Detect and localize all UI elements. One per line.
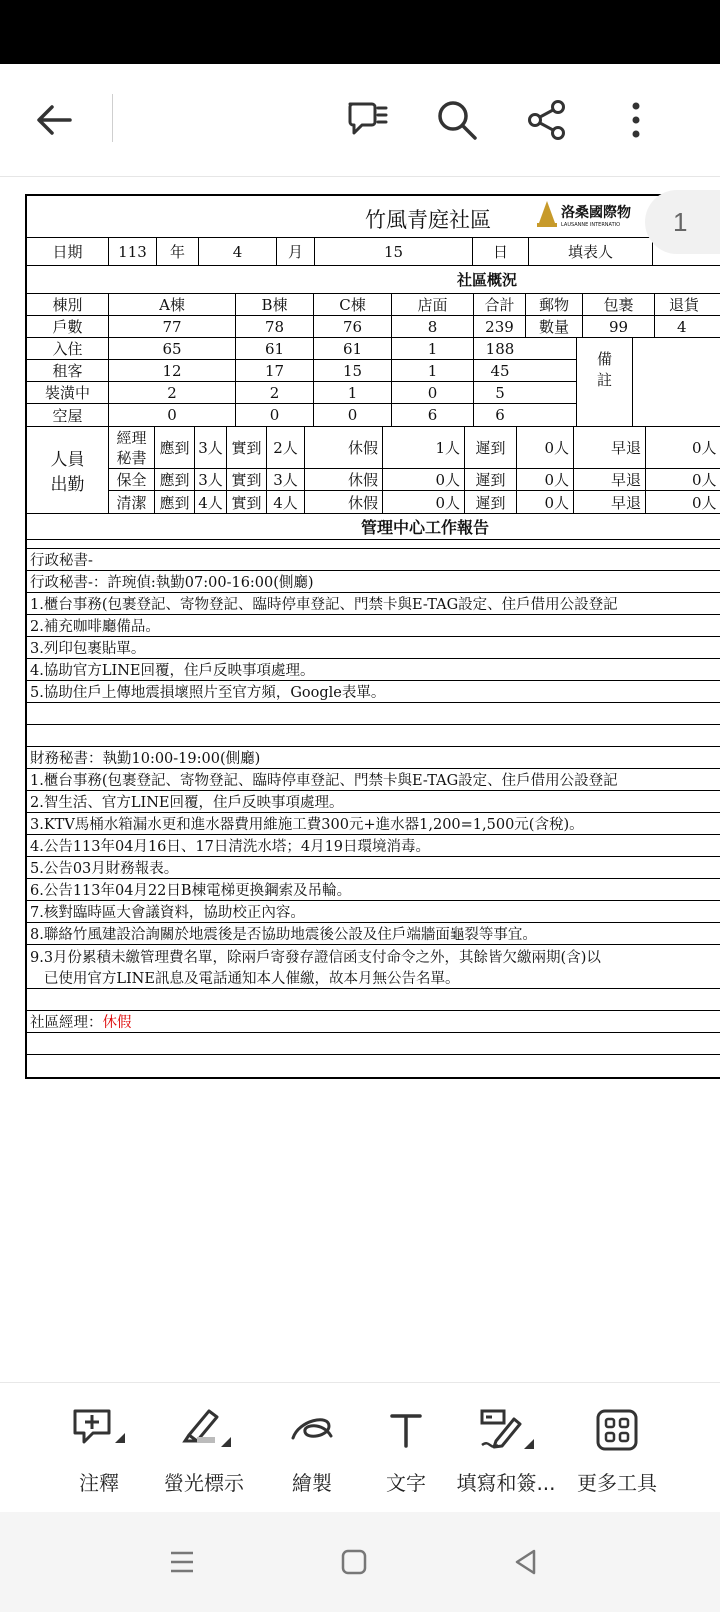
comment-tool-label: 注釋: [79, 1471, 119, 1495]
text-icon: [388, 1410, 424, 1450]
report-line: 行政秘書-: [27, 549, 720, 571]
toolbar-separator: [112, 94, 113, 142]
recent-apps-icon: [168, 1548, 196, 1576]
staff-attendance: [27, 427, 720, 514]
document-title: 竹風青庭社區: [365, 208, 491, 232]
report-line: 5.公告03月財務報表。: [27, 857, 720, 879]
table-row: 戶數 77 78 76 8 239 數量 99 4: [27, 316, 720, 338]
home-button[interactable]: [332, 1540, 376, 1584]
report-line: 財務秘書：執勤10:00-19:00(側廳): [27, 747, 720, 769]
report-line: 2.智生活、官方LINE回覆，住戶反映事項處理。: [27, 791, 720, 813]
staff-row: 清潔 應到 4人 實到 4人 休假 0人 遲到 0人 早退 0人: [109, 491, 720, 513]
date-month: 4: [199, 238, 277, 265]
app-bar: [0, 64, 720, 177]
more-tools-label: 更多工具: [577, 1471, 657, 1495]
status-bar: [0, 0, 720, 64]
date-year-unit: 年: [157, 238, 199, 265]
mail-return-count: 4: [677, 317, 687, 336]
date-day: 15: [315, 238, 473, 265]
home-icon: [340, 1548, 368, 1576]
document-viewer[interactable]: [0, 178, 720, 1382]
header-return: 退貨: [669, 296, 700, 314]
report-line-continued: 已使用官方LINE訊息及電話通知本人催繳，故本月無公告名單。: [27, 967, 720, 989]
more-tools-button[interactable]: [562, 1401, 672, 1496]
share-button[interactable]: [519, 92, 575, 148]
staff-row: 經理 秘書 應到 3人 實到 2人 休假 1人 遲到 0人 早退 0人: [109, 427, 720, 469]
fill-sign-tool-label: 填寫和簽...: [456, 1471, 556, 1495]
report-line: 4.公告113年04月16日、17日清洗水塔；4月19日環境消毒。: [27, 835, 720, 857]
header-mail: 郵物: [526, 294, 583, 315]
remark-label: 備註: [595, 351, 613, 393]
report-title: 管理中心工作報告: [361, 518, 490, 537]
logo-text: 洛桑國際物: [561, 205, 631, 221]
logo-mark-icon: [535, 199, 559, 231]
bottom-toolbar: [0, 1382, 720, 1513]
date-label: 日期: [27, 238, 109, 265]
staff-row: 保全 應到 3人 實到 3人 休假 0人 遲到 0人 早退 0人: [109, 469, 720, 491]
header-total: 合計: [474, 294, 526, 315]
manager-line: [27, 1011, 720, 1033]
report-title-row: [27, 514, 720, 540]
header-a: A棟: [109, 294, 236, 315]
form-filler-label: 填表人: [529, 238, 653, 265]
document-page: [25, 194, 720, 1079]
mail-package-count: 99: [583, 316, 655, 337]
table-row: 空屋 0 0 0 6 6: [27, 404, 576, 426]
report-line: 3.KTV馬桶水箱漏水更和進水器費用維施工費300元+進水器1,200=1,500元(含稅)。: [27, 813, 720, 835]
search-button[interactable]: [429, 92, 485, 148]
date-month-unit: 月: [277, 238, 315, 265]
highlighter-icon: [175, 1405, 233, 1455]
report-line: 4.協助官方LINE回覆，住戶反映事項處理。: [27, 659, 720, 681]
back-triangle-icon: [512, 1548, 540, 1576]
recent-apps-button[interactable]: [160, 1540, 204, 1584]
page-number-badge[interactable]: 1: [645, 190, 720, 254]
highlight-tool-button[interactable]: [149, 1401, 259, 1496]
manager-status: 休假: [102, 1015, 132, 1031]
back-button[interactable]: [26, 92, 82, 148]
comment-list-icon: [346, 98, 390, 142]
report-line: [27, 725, 720, 747]
more-vertical-icon: [626, 100, 646, 140]
header-building: 棟別: [27, 294, 109, 315]
highlight-tool-label: 螢光標示: [164, 1471, 244, 1495]
fill-sign-icon: [476, 1405, 536, 1455]
overview-body: [27, 338, 720, 427]
overview-header-row: [27, 294, 720, 316]
draw-tool-label: 繪製: [292, 1471, 332, 1495]
text-tool-button[interactable]: [351, 1401, 461, 1496]
manager-label: 社區經理：: [30, 1015, 103, 1031]
logo-subtext: LAUSANNE INTERNATIO: [561, 222, 621, 228]
report-line: 8.聯絡竹風建設洽詢關於地震後是否協助地震後公設及住戶端牆面龜裂等事宜。: [27, 923, 720, 945]
staff-label-line1: 人員: [50, 450, 85, 470]
text-tool-label: 文字: [386, 1471, 426, 1495]
company-logo: [535, 199, 631, 231]
report-line: 1.櫃台事務(包裹登記、寄物登記、臨時停車登記、門禁卡與E-TAG設定、住戶借用公設登記: [27, 593, 720, 615]
search-icon: [436, 99, 478, 141]
more-options-button[interactable]: [608, 92, 664, 148]
staff-label-line2: 出勤: [50, 475, 85, 495]
share-icon: [526, 99, 568, 141]
report-line: 2.補充咖啡廳備品。: [27, 615, 720, 637]
header-c: C棟: [314, 294, 392, 315]
report-line: 9.3月份累積未繳管理費名單，除兩戶寄發存證信函支付命令之外，其餘皆欠繳兩期(含)以: [30, 949, 601, 966]
table-row: 裝潢中 2 2 1 0 5: [27, 382, 576, 404]
table-row: 租客 12 17 15 1 45: [27, 360, 576, 382]
report-line: 7.核對臨時區大會議資料，協助校正內容。: [27, 901, 720, 923]
report-line: 1.櫃台事務(包裹登記、寄物登記、臨時停車登記、門禁卡與E-TAG設定、住戶借用公設登記: [27, 769, 720, 791]
comment-add-icon: [71, 1405, 127, 1455]
title-row: [27, 196, 720, 238]
header-b: B棟: [236, 294, 314, 315]
remark-content: [633, 338, 720, 426]
date-day-unit: 日: [473, 238, 529, 265]
comments-button[interactable]: [340, 92, 396, 148]
more-tools-icon: [595, 1408, 639, 1452]
fill-sign-tool-button[interactable]: [451, 1401, 561, 1496]
overview-title-row: [27, 266, 720, 294]
date-year: 113: [109, 238, 157, 265]
header-shop: 店面: [392, 294, 474, 315]
mail-quantity-label: 數量: [526, 316, 583, 337]
back-arrow-icon: [34, 100, 74, 140]
report-line: 3.列印包裹貼單。: [27, 637, 720, 659]
date-row: [27, 238, 720, 266]
back-nav-button[interactable]: [504, 1540, 548, 1584]
overview-title: 社區概況: [456, 271, 517, 289]
comment-tool-button[interactable]: [44, 1401, 154, 1496]
header-package: 包裹: [583, 294, 655, 315]
report-line: 6.公告113年04月22日B棟電梯更換鋼索及吊輪。: [27, 879, 720, 901]
report-line: 行政秘書-：許琬偵:執勤07:00-16:00(側廳): [27, 571, 720, 593]
system-nav-bar: [0, 1512, 720, 1612]
table-row: 入住 65 61 61 1 188: [27, 338, 576, 360]
draw-icon: [289, 1410, 335, 1450]
report-line: [27, 703, 720, 725]
report-line: 5.協助住戶上傳地震損壞照片至官方頻，Google表單。: [27, 681, 720, 703]
